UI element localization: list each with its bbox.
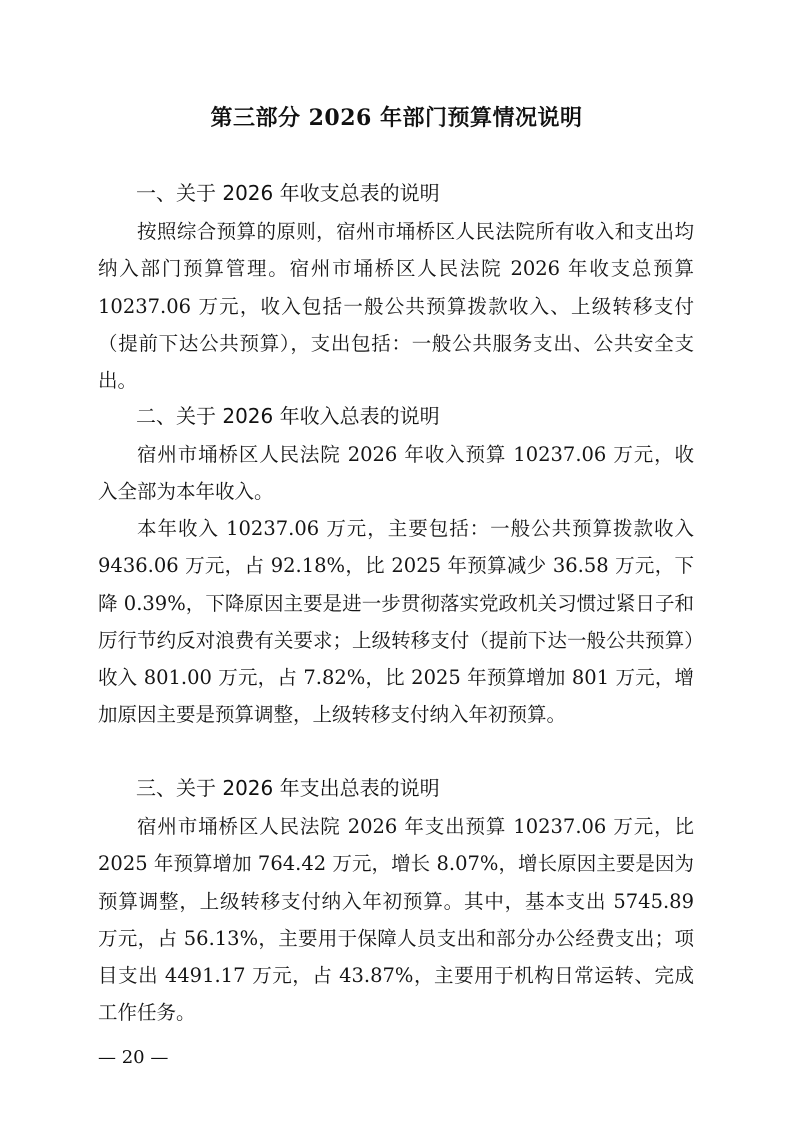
section-2-paragraph-1: 宿州市埇桥区人民法院 2026 年收入预算 10237.06 万元，收入全部为本年收入。 bbox=[98, 443, 694, 504]
page-title: 第三部分 2026 年部门预算情况说明 bbox=[210, 105, 583, 131]
section-heading-3: 三、关于 2026 年支出总表的说明 bbox=[136, 776, 440, 800]
section-2-paragraph-2: 本年收入 10237.06 万元，主要包括：一般公共预算拨款收入 9436.06 万元，占 92.18%，比 2025 年预算减少 36.58 万元，下降 0.39%，下降原因主要是进一步贯彻落实党政机关习惯过紧日子和厉行节约反对浪费有关要求；上级转移支付（提前下达一般公共预算）收入 801.00 万元，占 7.82%，比 2025 年预算增加 801 万元，增加原因主要是预算调整，上级转移支付纳入年初预算。 bbox=[98, 517, 694, 727]
page-number: — 20 — bbox=[98, 1047, 169, 1068]
section-3-paragraph-1: 宿州市埇桥区人民法院 2026 年支出预算 10237.06 万元，比 2025 年预算增加 764.42 万元，增长 8.07%，增长原因主要是因为预算调整，上级转移支付纳入年初预算。其中，基本支出 5745.89 万元，占 56.13%，主要用于保障人员支出和部分办公经费支出；项目支出 4491.17 万元，占 43.87%，主要用于机构日常运转、完成工作任务。 bbox=[98, 815, 694, 1025]
section-heading-2: 二、关于 2026 年收入总表的说明 bbox=[136, 404, 440, 428]
section-1-paragraph-1: 按照综合预算的原则，宿州市埇桥区人民法院所有收入和支出均纳入部门预算管理。宿州市埇桥区人民法院 2026 年收支总预算 10237.06 万元，收入包括一般公共预算拨款收入、上级转移支付（提前下达公共预算），支出包括：一般公共服务支出、公共安全支出。 bbox=[98, 220, 694, 393]
section-heading-1: 一、关于 2026 年收支总表的说明 bbox=[136, 181, 440, 205]
